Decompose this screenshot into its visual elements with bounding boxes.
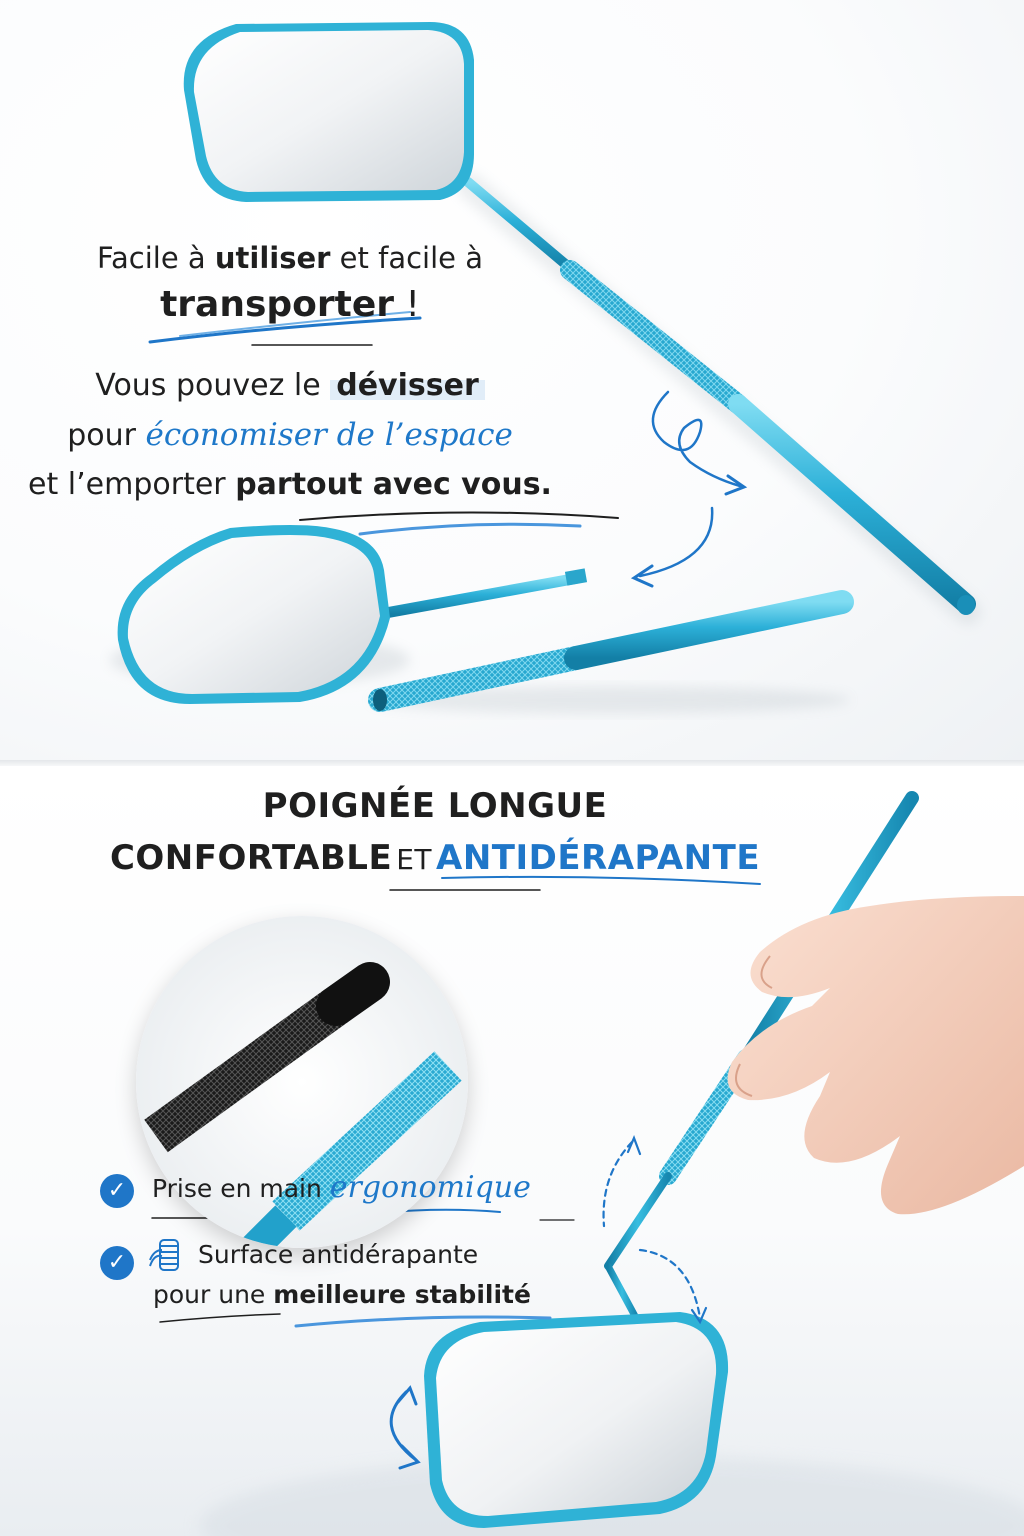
hand-illustration [728,896,1024,1214]
text-line-unscrew: Vous pouvez le dévisser [0,371,580,401]
bullet-antislip-line2: pour une meilleure stabilité [153,1280,531,1309]
top-panel [0,0,1024,762]
bullet-ergonomic: Prise en main ergonomique [152,1170,531,1205]
text-line-easy-to-use: Facile à utiliser et facile à [97,241,483,275]
handheld-mirror [424,798,912,1528]
grip-hand-icon [146,1236,186,1276]
text-line-carry-everywhere: et l’emporter partout avec vous. [28,467,552,502]
handle-part [370,602,850,714]
bottom-panel [0,766,1024,1536]
text-line-save-space: pour économiser de l’espace [67,417,513,453]
check-circle-icon: ✓ [100,1174,134,1208]
check-circle-icon: ✓ [100,1246,134,1280]
heading-comfort-antislip: CONFORTABLE ET ANTIDÉRAPANTE [109,838,761,878]
text-line-transport: transporter ! [160,284,420,325]
heading-long-handle: POIGNÉE LONGUE [262,786,608,826]
bullet-antislip-line1: Surface antidérapante [198,1240,479,1269]
